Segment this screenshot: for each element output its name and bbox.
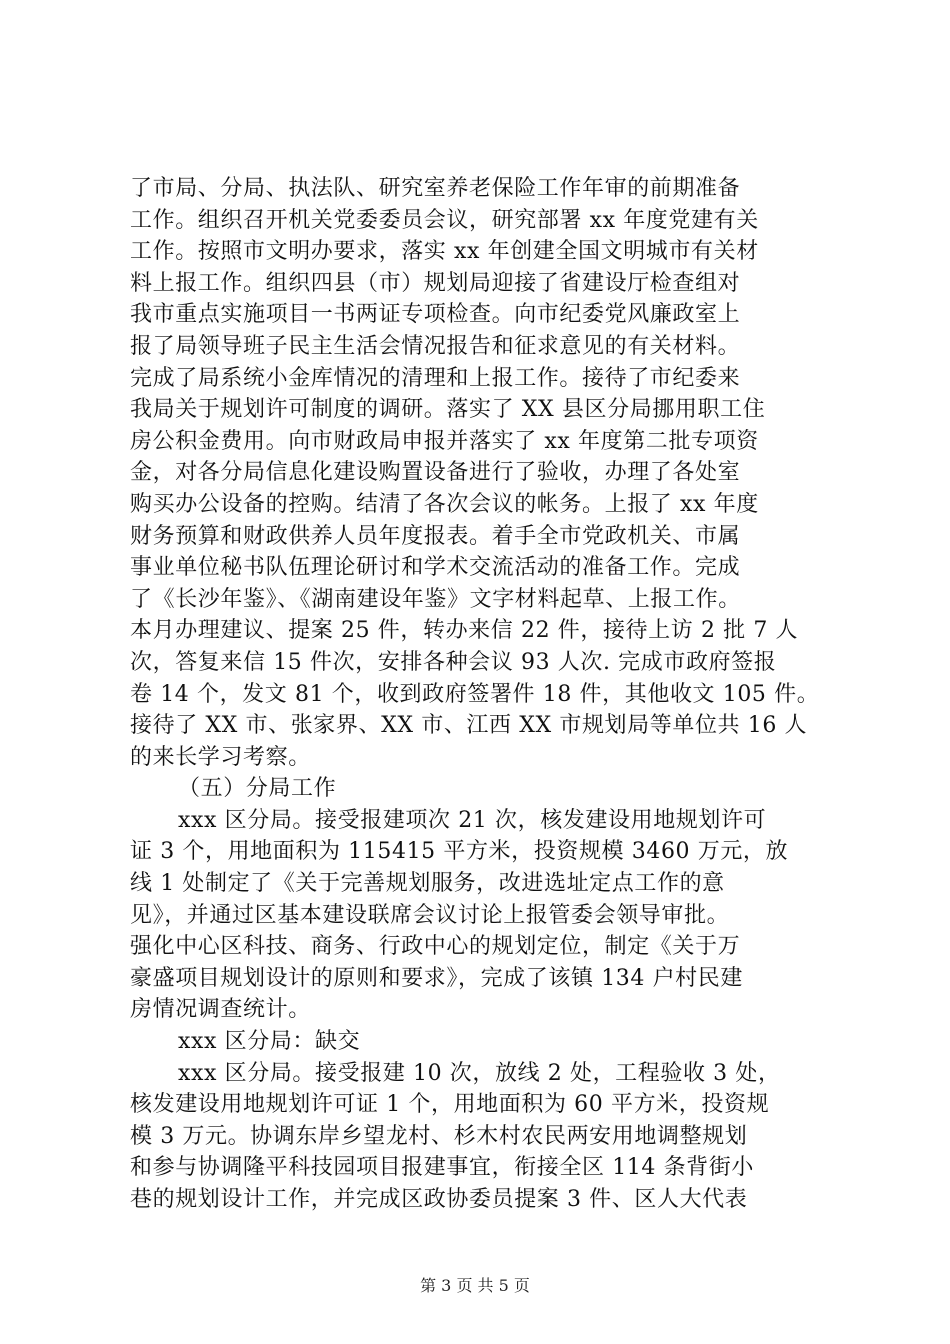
text-line: 本月办理建议、提案 25 件，转办来信 22 件，接待上访 2 批 7 人: [130, 618, 799, 644]
text-line: 报了局领导班子民主生活会情况报告和征求意见的有关材料。: [130, 333, 741, 359]
text-line: 卷 14 个，发文 81 个，收到政府签署件 18 件，其他收文 105 件。: [130, 681, 820, 707]
text-line: xxx 区分局。接受报建 10 次，放线 2 处，工程验收 3 处，: [178, 1060, 781, 1086]
text-line: 事业单位秘书队伍理论研讨和学术交流活动的准备工作。完成: [130, 555, 741, 581]
page-number-footer: 第 3 页 共 5 页: [420, 1276, 530, 1295]
text-line: 的来长学习考察。: [130, 744, 311, 770]
text-line: 强化中心区科技、商务、行政中心的规划定位，制定《关于万: [130, 934, 741, 960]
text-line: 房情况调查统计。: [130, 997, 311, 1023]
text-line: 了《长沙年鉴》、《湖南建设年鉴》文字材料起草、上报工作。: [130, 586, 741, 612]
text-line: 见》，并通过区基本建设联席会议讨论上报管委会领导审批。: [130, 902, 730, 928]
text-line: 房公积金费用。向市财政局申报并落实了 xx 年度第二批专项资: [130, 428, 759, 454]
text-line: 料上报工作。组织四县（市）规划局迎接了省建设厅检查组对: [130, 270, 741, 296]
text-line: 模 3 万元。协调东岸乡望龙村、杉木村农民两安用地调整规划: [130, 1123, 748, 1149]
text-line: 和参与协调隆平科技园项目报建事宜，衔接全区 114 条背街小: [130, 1155, 754, 1181]
text-line: 接待了 XX 市、张家界、XX 市、江西 XX 市规划局等单位共 16 人: [130, 713, 808, 739]
text-line: xxx 区分局：缺交: [178, 1029, 361, 1055]
text-line: 我局关于规划许可制度的调研。落实了 XX 县区分局挪用职工住: [130, 397, 766, 423]
text-line: 证 3 个，用地面积为 115415 平方米，投资规模 3460 万元，放: [130, 839, 789, 865]
section-heading: （五）分局工作: [178, 776, 337, 802]
text-line: 工作。组织召开机关党委委员会议，研究部署 xx 年度党建有关: [130, 207, 759, 233]
text-line: 核发建设用地规划许可证 1 个，用地面积为 60 平方米，投资规: [130, 1092, 770, 1118]
text-line: 次，答复来信 15 件次，安排各种会议 93 人次. 完成市政府签报: [130, 649, 777, 675]
text-line: 购买办公设备的控购。结清了各次会议的帐务。上报了 xx 年度: [130, 491, 759, 517]
text-line: 豪盛项目规划设计的原则和要求》，完成了该镇 134 户村民建: [130, 965, 743, 991]
text-line: 了市局、分局、执法队、研究室养老保险工作年审的前期准备: [130, 176, 741, 201]
text-line: 线 1 处制定了《关于完善规划服务，改进选址定点工作的意: [130, 871, 725, 897]
text-line: 工作。按照市文明办要求，落实 xx 年创建全国文明城市有关材: [130, 239, 759, 265]
text-line: 巷的规划设计工作，并完成区政协委员提案 3 件、区人大代表: [130, 1187, 748, 1212]
text-line: xxx 区分局。接受报建项次 21 次，核发建设用地规划许可: [178, 807, 767, 833]
document-body: [130, 173, 830, 1216]
text-line: 完成了局系统小金库情况的清理和上报工作。接待了市纪委来: [130, 365, 741, 391]
text-line: 金，对各分局信息化建设购置设备进行了验收，办理了各处室: [130, 460, 741, 486]
text-line: 我市重点实施项目一书两证专项检查。向市纪委党风廉政室上: [130, 302, 741, 328]
text-line: 财务预算和财政供养人员年度报表。着手全市党政机关、市属: [130, 523, 741, 549]
